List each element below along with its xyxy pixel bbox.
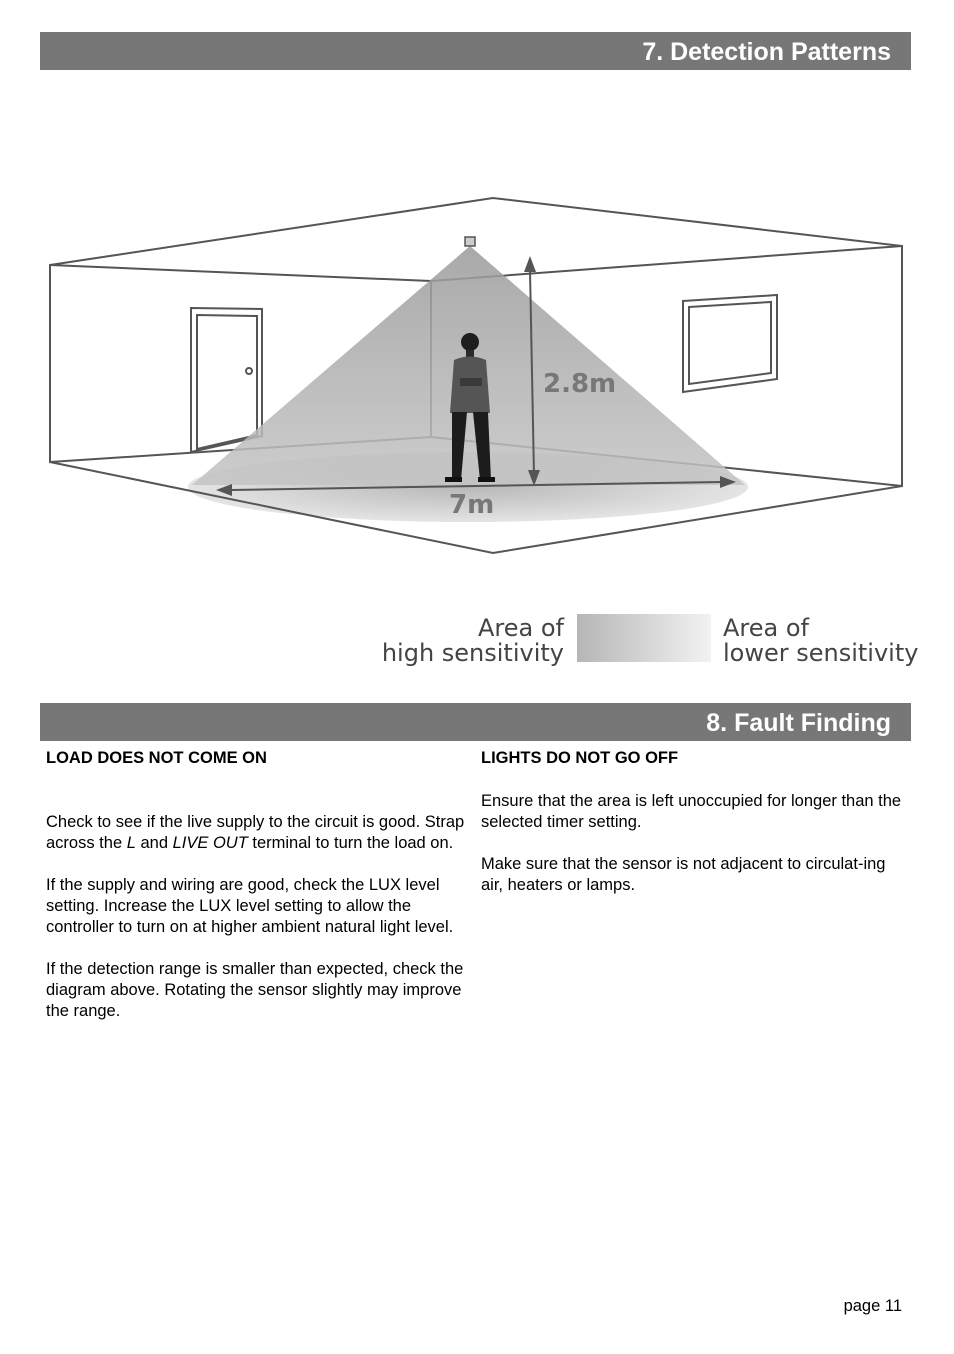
height-label: 2.8m <box>543 369 617 399</box>
fault-column-load-not-on <box>46 748 466 1022</box>
window <box>683 295 777 392</box>
column-heading: LIGHTS DO NOT GO OFF <box>481 749 679 767</box>
paragraph: If the supply and wiring are good, check the LUX level setting. Increase the LUX level setting to allow the controller to turn on at higher ambient natural light level. <box>46 876 454 936</box>
page-number: page 11 <box>843 1297 902 1315</box>
door <box>191 308 262 452</box>
fault-column-lights-not-off <box>481 748 911 896</box>
width-label: 7m <box>449 490 495 520</box>
paragraph: Make sure that the sensor is not adjacent to circulat-ing air, heaters or lamps. <box>481 855 886 894</box>
legend-gradient-bar <box>577 614 711 662</box>
paragraph: Check to see if the live supply to the circuit is good. Strap across the L and LIVE OUT terminal to turn the load on. <box>46 813 465 852</box>
section-header-detection-patterns <box>40 32 911 70</box>
paragraph: If the detection range is smaller than expected, check the diagram above. Rotating the sensor slightly may improve the range. <box>46 960 464 1020</box>
section-title: 8. Fault Finding <box>706 709 891 737</box>
section-header-fault-finding <box>40 703 911 741</box>
column-heading: LOAD DOES NOT COME ON <box>46 749 267 767</box>
legend-lower-sensitivity: Area of lower sensitivity <box>723 614 919 667</box>
paragraph: Ensure that the area is left unoccupied for longer than the selected timer setting. <box>481 792 902 831</box>
detection-pattern-diagram <box>40 180 911 560</box>
legend-high-sensitivity: Area of high sensitivity <box>381 614 564 667</box>
sensor-icon <box>465 237 475 246</box>
section-title: 7. Detection Patterns <box>642 38 891 66</box>
